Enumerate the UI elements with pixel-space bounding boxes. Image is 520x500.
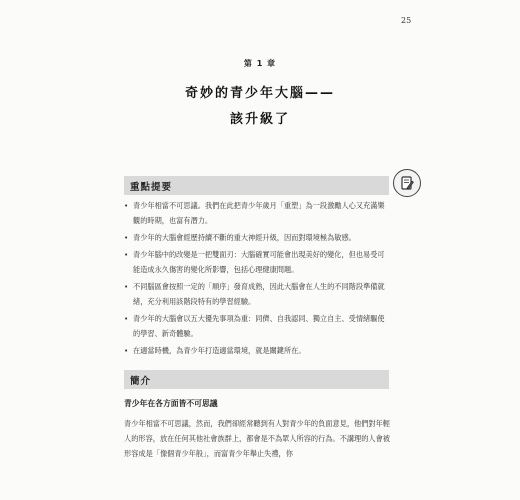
notebook-icon [393,169,421,197]
summary-bullet-list [124,198,390,360]
intro-subheading: 青少年在各方面皆不可思議 [124,399,218,408]
bullet-item: • 在適當時機，為青少年打造適當環境，就是關鍵所在。 [124,343,390,358]
intro-paragraph: 青少年相當不可思議，然而，我們卻經常聽到有人對青少年的負面意見，他們對年輕人的形容，放在任何其他社會族群上，都會是不為眾人所容的行為。不講理的人會被形容成是「像個青少年般」，而富青少年舉止失禮，你 [124,419,390,458]
chapter-title-line-2: 該升級了 [229,112,290,127]
bullet-item: • 不同腦區會按照一定的「順序」發育成熟，因此大腦會在人生的不同階段準備就緒，充分利用該階段特有的學習經驗。 [124,279,390,309]
summary-heading-bar [124,176,389,195]
page-number: 25 [401,16,412,25]
bullet-item: • 青少年相當不可思議。我們在此把青少年歲月「重塑」為一段激勵人心又充滿樂觀的時期，也富有潛力。 [124,198,390,228]
bullet-item: • 青少年的大腦會以五大優先事項為重：同儕、自我認同、獨立自主、受情緒驅使的學習、新奇體驗。 [124,311,390,341]
bullet-item: • 青少年腦中的改變是一把雙面刃：大腦確實可能會出現美好的變化，但也易受可能造成永久傷害的變化所影響，包括心理健康問題。 [124,247,390,277]
chapter-title-line-1: 奇妙的青少年大腦—— [184,86,335,101]
bullet-item: • 青少年的大腦會經歷持續不斷的重大神經升級，因而對環境極為敏感。 [124,230,390,245]
intro-heading: 簡介 [130,376,152,387]
intro-heading-bar [124,370,389,389]
chapter-label: 第 1 章 [243,59,277,68]
summary-heading: 重點提要 [130,182,173,193]
